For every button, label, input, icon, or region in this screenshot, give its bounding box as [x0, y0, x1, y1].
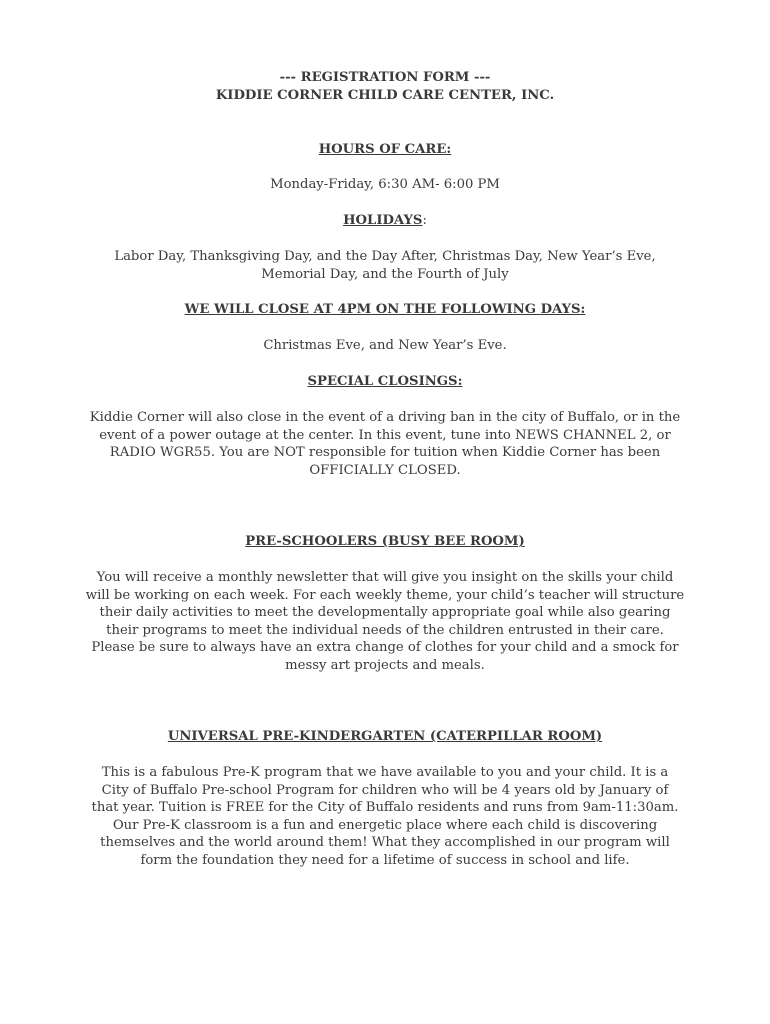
early-close-heading: WE WILL CLOSE AT 4PM ON THE FOLLOWING DAYS: [184, 302, 586, 317]
upk-line: Our Pre-K classroom is a fun and energetic place where each child is discovering [112, 817, 658, 833]
special-closings-heading: SPECIAL CLOSINGS: [307, 374, 463, 389]
form-title-line-2: KIDDIE CORNER CHILD CARE CENTER, INC. [215, 88, 555, 103]
upk-line: themselves and the world around them! What they accomplished in our program will [100, 835, 670, 851]
form-title-line-1: --- REGISTRATION FORM --- [279, 70, 491, 85]
holidays-line-2: Memorial Day, and the Fourth of July [261, 266, 509, 282]
preschool-line: will be working on each week. For each weekly theme, your child’s teacher will structure [85, 587, 685, 603]
holidays-heading-colon: : [422, 213, 427, 228]
preschool-line: Please be sure to always have an extra change of clothes for your child and a smock for [91, 640, 679, 656]
preschool-line: their daily activities to meet the developmentally appropriate goal while also gearing [99, 605, 671, 621]
holidays-line-1: Labor Day, Thanksgiving Day, and the Day After, Christmas Day, New Year’s Eve, [114, 249, 656, 264]
upk-line: that year. Tuition is FREE for the City of Buffalo residents and runs from 9am-11:30am. [91, 800, 679, 816]
preschool-line: You will receive a monthly newsletter that will give you insight on the skills your child [96, 570, 674, 585]
hours-text: Monday-Friday, 6:30 AM- 6:00 PM [270, 177, 500, 192]
upk-line: This is a fabulous Pre-K program that we have available to you and your child. It is a [101, 765, 669, 780]
special-closings-text [60, 409, 710, 479]
special-closings-line: OFFICIALLY CLOSED. [309, 462, 461, 478]
holidays-text [60, 248, 710, 283]
preschool-text [60, 569, 710, 675]
holidays-heading-label: HOLIDAYS [343, 213, 423, 228]
special-closings-line: Kiddie Corner will also close in the event of a driving ban in the city of Buffalo, or in the [89, 410, 681, 425]
preschool-line: messy art projects and meals. [285, 657, 485, 673]
special-closings-line: RADIO WGR55. You are NOT responsible for tuition when Kiddie Corner has been [109, 445, 661, 461]
upk-text [60, 764, 710, 870]
preschool-heading: PRE-SCHOOLERS (BUSY BEE ROOM) [245, 534, 525, 549]
upk-line: form the foundation they need for a lifetime of success in school and life. [140, 852, 630, 868]
upk-heading: UNIVERSAL PRE-KINDERGARTEN (CATERPILLAR ROOM) [167, 729, 603, 744]
hours-heading: HOURS OF CARE: [318, 142, 452, 157]
holidays-heading [60, 212, 710, 230]
preschool-line: their programs to meet the individual needs of the children entrusted in their care. [106, 622, 664, 638]
upk-line: City of Buffalo Pre-school Program for children who will be 4 years old by January of [101, 782, 669, 798]
form-title [60, 69, 710, 105]
early-close-text: Christmas Eve, and New Year’s Eve. [263, 338, 507, 353]
special-closings-line: event of a power outage at the center. In this event, tune into NEWS CHANNEL 2, or [99, 427, 671, 443]
